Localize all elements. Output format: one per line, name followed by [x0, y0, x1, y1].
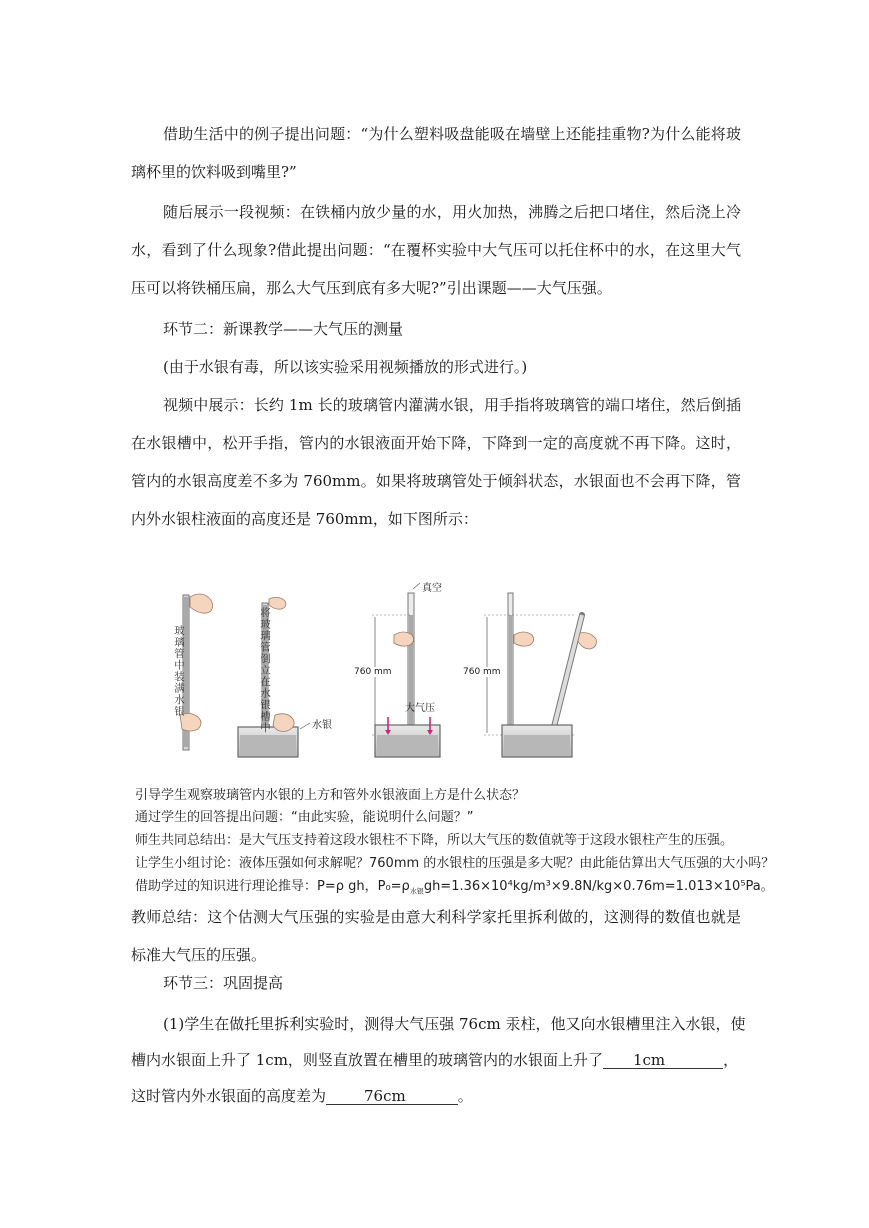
panel-760-tilted [484, 593, 596, 757]
exercise-line-2 [131, 1049, 738, 1070]
formula-part-1: 借助学过的知识进行理论推导：P=ρ gh，P₀=ρ [135, 879, 410, 894]
formula-line [135, 875, 774, 897]
hand-icon [514, 632, 534, 646]
label-fill-tube: 玻璃管中装满水银 [173, 625, 185, 717]
section-2-heading: 环节二：新课教学——大气压的测量 [163, 320, 404, 338]
section-3-heading: 环节三：巩固提高 [163, 974, 284, 992]
guided-line-1: 引导学生观察玻璃管内水银的上方和管外水银液面上方是什么状态？ [135, 788, 526, 803]
exercise-line-3-end: 。 [457, 1087, 473, 1105]
intro-paragraph-2: 随后展示一段视频：在铁桶内放少量的水，用火加热，沸腾之后把口堵住，然后浇上冷水，看到了什么现象?借此提出问题：“在覆杯实验中大气压可以托住杯中的水，在这里大气压可以将铁桶压扁，那么大气压到底有多大呢?”引出课题——大气压强。 [131, 203, 741, 297]
label-760mm-tilted: 760 mm [463, 667, 501, 677]
label-mercury: 水银 [312, 720, 332, 731]
label-atmospheric-pressure: 大气压 [405, 703, 435, 714]
exercise-line-2-end: ， [723, 1051, 739, 1069]
panel-invert-tube [238, 597, 310, 757]
answer-blank-2[interactable]: 76cm [326, 1088, 458, 1105]
safety-note: (由于水银有毒，所以该实验采用视频播放的形式进行。) [163, 358, 528, 376]
guided-line-3: 师生共同总结出：是大气压支持着这段水银柱不下降，所以大气压的数值就等于这段水银柱产生的压强。 [135, 833, 734, 848]
exercise-line-1: (1)学生在做托里拆利实验时，测得大气压强 76cm 汞柱，他又向水银槽里注入水银，使 [163, 1015, 746, 1033]
formula-subscript: 水银 [409, 887, 424, 896]
exercise-line-3-text: 这时管内外水银面的高度差为 [131, 1087, 327, 1105]
torricelli-figure [150, 575, 620, 770]
exercise-line-2-text: 槽内水银面上升了 1cm，则竖直放置在槽里的玻璃管内的水银面上升了 [131, 1051, 603, 1069]
label-invert-tube: 将玻璃管倒立在水银槽中 [259, 607, 271, 734]
label-vacuum: 真空 [422, 583, 442, 594]
exercise-line-3 [131, 1085, 473, 1106]
formula-part-2: gh=1.36×10⁴kg/m³×9.8N/kg×0.76m=1.013×10⁵Pa。 [423, 879, 774, 894]
video-description: 视频中展示：长约 1m 长的玻璃管内灌满水银，用手指将玻璃管的端口堵住，然后倒插在水银槽中，松开手指，管内的水银液面开始下降，下降到一定的高度就不再下降。这时，管内的水银高度差不多为 760mm。如果将玻璃管处于倾斜状态，水银面也不会再下降，管内外水银柱液面的高度还是 760mm，如下图所示： [131, 396, 741, 528]
hand-icon [578, 633, 596, 649]
label-760mm-vertical: 760 mm [354, 667, 392, 677]
hand-icon [273, 714, 294, 732]
hand-icon [394, 632, 414, 646]
intro-paragraph-1: 借助生活中的例子提出问题：“为什么塑料吸盘能吸在墙壁上还能挂重物?为什么能将玻璃杯里的饮料吸到嘴里?” [131, 125, 741, 181]
guided-line-2: 通过学生的回答提出问题：“由此实验，能说明什么问题？” [135, 810, 474, 825]
teacher-summary: 教师总结：这个估测大气压强的实验是由意大利科学家托里拆利做的，这测得的数值也就是标准大气压的压强。 [131, 908, 741, 964]
answer-blank-1[interactable]: 1cm [603, 1052, 723, 1069]
hand-icon [190, 594, 213, 613]
guided-line-4: 让学生小组讨论：液体压强如何求解呢？760mm 的水银柱的压强是多大呢？由此能估算出大气压强的大小吗？ [135, 856, 775, 871]
